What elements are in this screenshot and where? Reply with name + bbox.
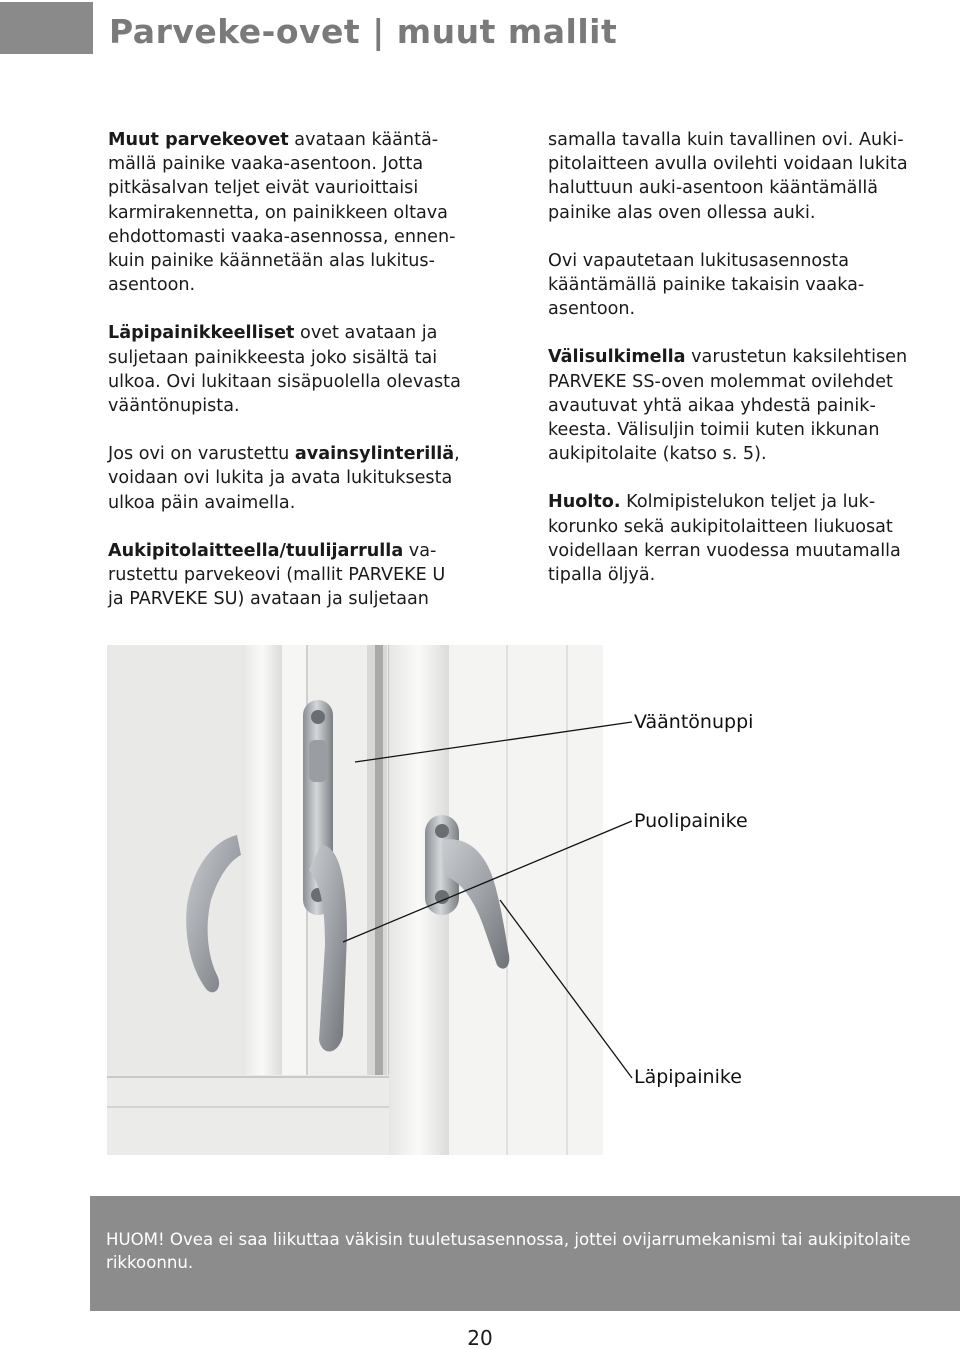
- callout-lapipainike: Läpipainike: [634, 1066, 742, 1088]
- paragraph-aukipitolaite: [108, 539, 518, 612]
- page-number: 20: [467, 1326, 493, 1350]
- term-muut-parvekeovet: Muut parvekeovet: [108, 130, 289, 150]
- paragraph-text: Jos ovi on varustettu: [108, 444, 295, 465]
- door-handle-photo: [107, 645, 603, 1155]
- paragraph-valisulkimella: [548, 345, 960, 466]
- header-accent-block: [0, 2, 93, 54]
- warning-note-text: HUOM! Ovea ei saa liikuttaa väkisin tuuletusasennossa, jottei ovijarrumekanismi tai aukipitolaite rikkoonnu.: [106, 1230, 911, 1272]
- warning-note-box: [90, 1196, 960, 1311]
- page-title: Parveke-ovet | muut mallit: [109, 12, 618, 51]
- paragraph-text: Ovi vapautetaan lukitusasennosta kääntämällä painike takaisin vaaka- asentoon.: [548, 250, 865, 320]
- left-text-column: [108, 128, 518, 635]
- paragraph-text: Kolmipistelukon teljet ja luk- korunko sekä aukipitolaitteen liukuosat voidellaan kerran vuodessa muutamalla tipalla öljyä.: [548, 492, 901, 586]
- paragraph-avainsylinteri: [108, 442, 518, 515]
- paragraph-text: samalla tavalla kuin tavallinen ovi. Auki- pitolaitteen avulla ovilehti voidaan lukita haluttuun auki-asentoon kääntämällä painike alas oven ollessa auki.: [548, 130, 908, 223]
- callout-vaantonuppi: Vääntönuppi: [634, 711, 754, 733]
- paragraph-text: varustetun kaksilehtisen PARVEKE SS-oven molemmat ovilehdet avautuvat yhtä aikaa yhdestä painik- keesta. Välisuljin toimii kuten ikkunan aukipitolaite (katso s. 5).: [548, 347, 908, 465]
- term-huolto: Huolto.: [548, 492, 621, 513]
- paragraph-huolto: [548, 490, 960, 587]
- paragraph-vapautus: [548, 249, 960, 322]
- paragraph-text: ovet avataan ja suljetaan painikkeesta joko sisältä tai ulkoa. Ovi lukitaan sisäpuolella olevasta vääntönupista.: [108, 323, 461, 417]
- paragraph-continued: [548, 128, 960, 225]
- right-text-column: [548, 128, 960, 611]
- term-aukipitolaitteella: Aukipitolaitteella/tuulijarrulla: [108, 540, 404, 561]
- paragraph-lapipainikkeelliset: [108, 321, 518, 418]
- callout-puolipainike: Puolipainike: [634, 810, 748, 832]
- paragraph-muut-parvekeovet: [108, 128, 518, 297]
- paragraph-text: va- rustettu parvekeovi (mallit PARVEKE U ja PARVEKE SU) avataan ja suljetaan: [108, 540, 446, 610]
- term-avainsylinterilla: avainsylinterillä: [294, 444, 455, 465]
- term-valisulkimella: Välisulkimella: [548, 347, 686, 368]
- term-lapipainikkeelliset: Läpipainikkeelliset: [108, 323, 295, 344]
- paragraph-text: , voidaan ovi lukita ja avata lukituksesta ulkoa päin avaimella.: [108, 444, 460, 513]
- paragraph-text: avataan kääntä- mällä painike vaaka-asentoon. Jotta pitkäsalvan teljet eivät vaurioittaisi karmirakennetta, on painikkeen oltava ehdottomasti vaaka-asennossa, ennen- kuin painike käännetään alas lukitus- asentoon.: [108, 130, 456, 296]
